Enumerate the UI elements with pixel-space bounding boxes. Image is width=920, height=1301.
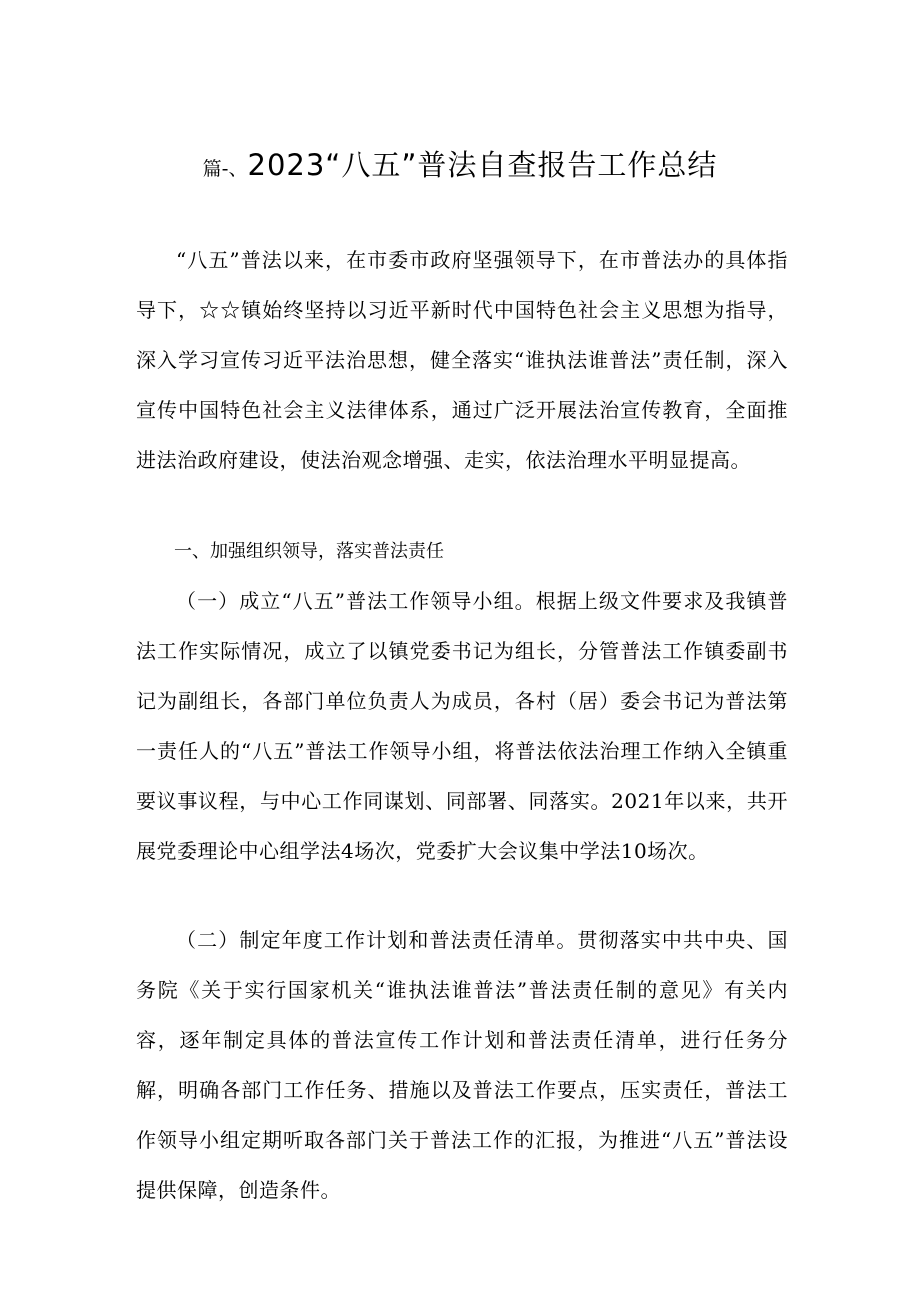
section-heading-1: 一、加强组织领导，落实普法责任 xyxy=(174,541,444,562)
title-main: 2023“八五”普法自查报告工作总结 xyxy=(247,148,718,182)
intro-paragraph: “八五”普法以来，在市委市政府坚强领导下，在市普法办的具体指导下，☆☆镇始终坚持以习近平新时代中国特色社会主义思想为指导，深入学习宣传习近平法治思想，健全落实“谁执法谁普法”责任制，深入宣传中国特色社会主义法律体系，通过广泛开展法治宣传教育，全面推进法治政府建设，使法治观念增强、走实，依法治理水平明显提高。 xyxy=(136,248,788,472)
section1-item1-paragraph: （一）成立“八五”普法工作领导小组。根据上级文件要求及我镇普法工作实际情况，成立了以镇党委书记为组长，分管普法工作镇委副书记为副组长，各部门单位负责人为成员，各村（居）委会书记为普法第一责任人的“八五”普法工作领导小组，将普法依法治理工作纳入全镇重要议事议程，与中心工作同谋划、同部署、同落实。2021年以来，共开展党委理论中心组学法4场次，党委扩大会议集中学法10场次。 xyxy=(136,589,788,863)
title-prefix: 篇-、 xyxy=(202,158,248,180)
document-title xyxy=(0,144,920,190)
section1-item2-paragraph: （二）制定年度工作计划和普法责任清单。贯彻落实中共中央、国务院《关于实行国家机关“谁执法谁普法”普法责任制的意见》有关内容，逐年制定具体的普法宣传工作计划和普法责任清单，进行任务分解，明确各部门工作任务、措施以及普法工作要点，压实责任，普法工作领导小组定期听取各部门关于普法工作的汇报，为推进“八五”普法设提供保障，创造条件。 xyxy=(136,928,788,1202)
